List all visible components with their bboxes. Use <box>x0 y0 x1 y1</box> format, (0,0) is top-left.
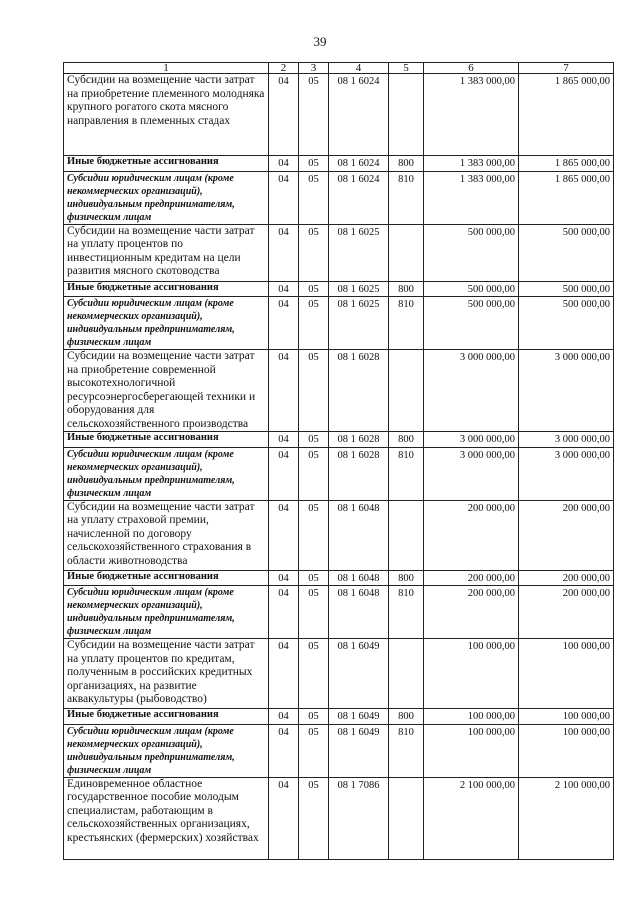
section-code: 04 <box>269 570 299 586</box>
table-row <box>64 447 614 500</box>
row-name: Субсидии на возмещение части затрат на приобретение племенного молодняка крупного рогатого скота мясного направления в племенных стадах <box>64 74 269 156</box>
target-item-code: 08 1 6028 <box>329 432 389 448</box>
subsection-code: 05 <box>299 297 329 350</box>
table-row <box>64 171 614 224</box>
subsection-code: 05 <box>299 724 329 777</box>
row-name: Субсидии на возмещение части затрат на уплату процентов по инвестиционным кредитам на цели развития мясного скотоводства <box>64 224 269 281</box>
expense-type-code <box>389 74 424 156</box>
column-header-1: 1 <box>64 63 269 74</box>
expense-type-code: 810 <box>389 586 424 639</box>
target-item-code: 08 1 6028 <box>329 350 389 432</box>
row-name: Субсидии на возмещение части затрат на уплату страховой премии, начисленной по договору сельскохозяйственного страхования в области животноводства <box>64 500 269 570</box>
subsection-code: 05 <box>299 171 329 224</box>
table-row <box>64 281 614 297</box>
table-row <box>64 570 614 586</box>
section-code: 04 <box>269 224 299 281</box>
expense-type-code: 810 <box>389 297 424 350</box>
amount-col-7: 3 000 000,00 <box>519 432 614 448</box>
table-row <box>64 500 614 570</box>
target-item-code: 08 1 6024 <box>329 156 389 172</box>
section-code: 04 <box>269 777 299 859</box>
amount-col-7: 100 000,00 <box>519 724 614 777</box>
target-item-code: 08 1 6049 <box>329 709 389 725</box>
section-code: 04 <box>269 500 299 570</box>
amount-col-7: 200 000,00 <box>519 570 614 586</box>
amount-col-7: 100 000,00 <box>519 709 614 725</box>
subsection-code: 05 <box>299 350 329 432</box>
amount-col-6: 1 383 000,00 <box>424 74 519 156</box>
table-row <box>64 777 614 859</box>
amount-col-7: 1 865 000,00 <box>519 171 614 224</box>
section-code: 04 <box>269 724 299 777</box>
section-code: 04 <box>269 297 299 350</box>
column-header-2: 2 <box>269 63 299 74</box>
table-row <box>64 432 614 448</box>
expense-type-code: 800 <box>389 281 424 297</box>
target-item-code: 08 1 6028 <box>329 447 389 500</box>
amount-col-6: 100 000,00 <box>424 709 519 725</box>
amount-col-6: 3 000 000,00 <box>424 350 519 432</box>
target-item-code: 08 1 6048 <box>329 586 389 639</box>
amount-col-6: 3 000 000,00 <box>424 432 519 448</box>
amount-col-7: 200 000,00 <box>519 500 614 570</box>
column-header-3: 3 <box>299 63 329 74</box>
table-row <box>64 724 614 777</box>
target-item-code: 08 1 6025 <box>329 281 389 297</box>
target-item-code: 08 1 6025 <box>329 224 389 281</box>
expense-type-code <box>389 639 424 709</box>
subsection-code: 05 <box>299 500 329 570</box>
section-code: 04 <box>269 171 299 224</box>
table-row <box>64 639 614 709</box>
amount-col-7: 500 000,00 <box>519 281 614 297</box>
table-body <box>64 74 614 860</box>
section-code: 04 <box>269 586 299 639</box>
amount-col-6: 100 000,00 <box>424 724 519 777</box>
expense-type-code <box>389 350 424 432</box>
expense-type-code: 800 <box>389 570 424 586</box>
table-row <box>64 297 614 350</box>
subsection-code: 05 <box>299 156 329 172</box>
amount-col-7: 500 000,00 <box>519 224 614 281</box>
subsection-code: 05 <box>299 447 329 500</box>
amount-col-7: 2 100 000,00 <box>519 777 614 859</box>
amount-col-6: 500 000,00 <box>424 281 519 297</box>
amount-col-6: 500 000,00 <box>424 224 519 281</box>
target-item-code: 08 1 6025 <box>329 297 389 350</box>
table-row <box>64 224 614 281</box>
budget-table <box>63 62 614 860</box>
amount-col-6: 500 000,00 <box>424 297 519 350</box>
target-item-code: 08 1 6049 <box>329 724 389 777</box>
amount-col-7: 500 000,00 <box>519 297 614 350</box>
row-name: Субсидии юридическим лицам (кроме некоммерческих организаций), индивидуальным предпринимателям, физическим лицам <box>64 171 269 224</box>
section-code: 04 <box>269 432 299 448</box>
expense-type-code <box>389 500 424 570</box>
subsection-code: 05 <box>299 224 329 281</box>
table-row <box>64 156 614 172</box>
column-header-7: 7 <box>519 63 614 74</box>
subsection-code: 05 <box>299 639 329 709</box>
page-number: 39 <box>313 34 327 49</box>
expense-type-code <box>389 224 424 281</box>
target-item-code: 08 1 6024 <box>329 74 389 156</box>
subsection-code: 05 <box>299 74 329 156</box>
target-item-code: 08 1 6048 <box>329 570 389 586</box>
target-item-code: 08 1 7086 <box>329 777 389 859</box>
row-name: Иные бюджетные ассигнования <box>64 432 269 448</box>
column-header-4: 4 <box>329 63 389 74</box>
expense-type-code: 800 <box>389 709 424 725</box>
table-header-row <box>64 63 614 74</box>
amount-col-6: 2 100 000,00 <box>424 777 519 859</box>
amount-col-7: 1 865 000,00 <box>519 74 614 156</box>
expense-type-code: 810 <box>389 724 424 777</box>
row-name: Иные бюджетные ассигнования <box>64 709 269 725</box>
amount-col-7: 200 000,00 <box>519 586 614 639</box>
row-name: Субсидии на возмещение части затрат на приобретение современной высокотехнологичной ресурсоэнергосберегающей техники и оборудования для сельскохозяйственного производства <box>64 350 269 432</box>
row-name: Иные бюджетные ассигнования <box>64 570 269 586</box>
row-name: Субсидии на возмещение части затрат на уплату процентов по кредитам, полученным в российских кредитных организациях, на развитие аквакультуры (рыбоводство) <box>64 639 269 709</box>
amount-col-7: 1 865 000,00 <box>519 156 614 172</box>
amount-col-6: 1 383 000,00 <box>424 156 519 172</box>
expense-type-code: 810 <box>389 447 424 500</box>
expense-type-code <box>389 777 424 859</box>
section-code: 04 <box>269 447 299 500</box>
row-name: Единовременное областное государственное пособие молодым специалистам, работающим в сельскохозяйственных организациях, крестьянских (фермерских) хозяйствах <box>64 777 269 859</box>
row-name: Иные бюджетные ассигнования <box>64 156 269 172</box>
section-code: 04 <box>269 281 299 297</box>
column-header-5: 5 <box>389 63 424 74</box>
table-row <box>64 709 614 725</box>
row-name: Субсидии юридическим лицам (кроме некоммерческих организаций), индивидуальным предпринимателям, физическим лицам <box>64 297 269 350</box>
subsection-code: 05 <box>299 777 329 859</box>
amount-col-6: 200 000,00 <box>424 500 519 570</box>
row-name: Субсидии юридическим лицам (кроме некоммерческих организаций), индивидуальным предпринимателям, физическим лицам <box>64 447 269 500</box>
section-code: 04 <box>269 639 299 709</box>
row-name: Иные бюджетные ассигнования <box>64 281 269 297</box>
amount-col-6: 3 000 000,00 <box>424 447 519 500</box>
subsection-code: 05 <box>299 570 329 586</box>
subsection-code: 05 <box>299 709 329 725</box>
column-header-6: 6 <box>424 63 519 74</box>
table-row <box>64 350 614 432</box>
section-code: 04 <box>269 709 299 725</box>
expense-type-code: 800 <box>389 156 424 172</box>
amount-col-7: 3 000 000,00 <box>519 350 614 432</box>
table-row <box>64 586 614 639</box>
table-row <box>64 74 614 156</box>
amount-col-7: 3 000 000,00 <box>519 447 614 500</box>
section-code: 04 <box>269 74 299 156</box>
expense-type-code: 810 <box>389 171 424 224</box>
amount-col-7: 100 000,00 <box>519 639 614 709</box>
subsection-code: 05 <box>299 432 329 448</box>
amount-col-6: 100 000,00 <box>424 639 519 709</box>
expense-type-code: 800 <box>389 432 424 448</box>
target-item-code: 08 1 6049 <box>329 639 389 709</box>
amount-col-6: 200 000,00 <box>424 570 519 586</box>
amount-col-6: 200 000,00 <box>424 586 519 639</box>
amount-col-6: 1 383 000,00 <box>424 171 519 224</box>
section-code: 04 <box>269 350 299 432</box>
target-item-code: 08 1 6048 <box>329 500 389 570</box>
section-code: 04 <box>269 156 299 172</box>
target-item-code: 08 1 6024 <box>329 171 389 224</box>
row-name: Субсидии юридическим лицам (кроме некоммерческих организаций), индивидуальным предпринимателям, физическим лицам <box>64 724 269 777</box>
subsection-code: 05 <box>299 586 329 639</box>
subsection-code: 05 <box>299 281 329 297</box>
row-name: Субсидии юридическим лицам (кроме некоммерческих организаций), индивидуальным предпринимателям, физическим лицам <box>64 586 269 639</box>
